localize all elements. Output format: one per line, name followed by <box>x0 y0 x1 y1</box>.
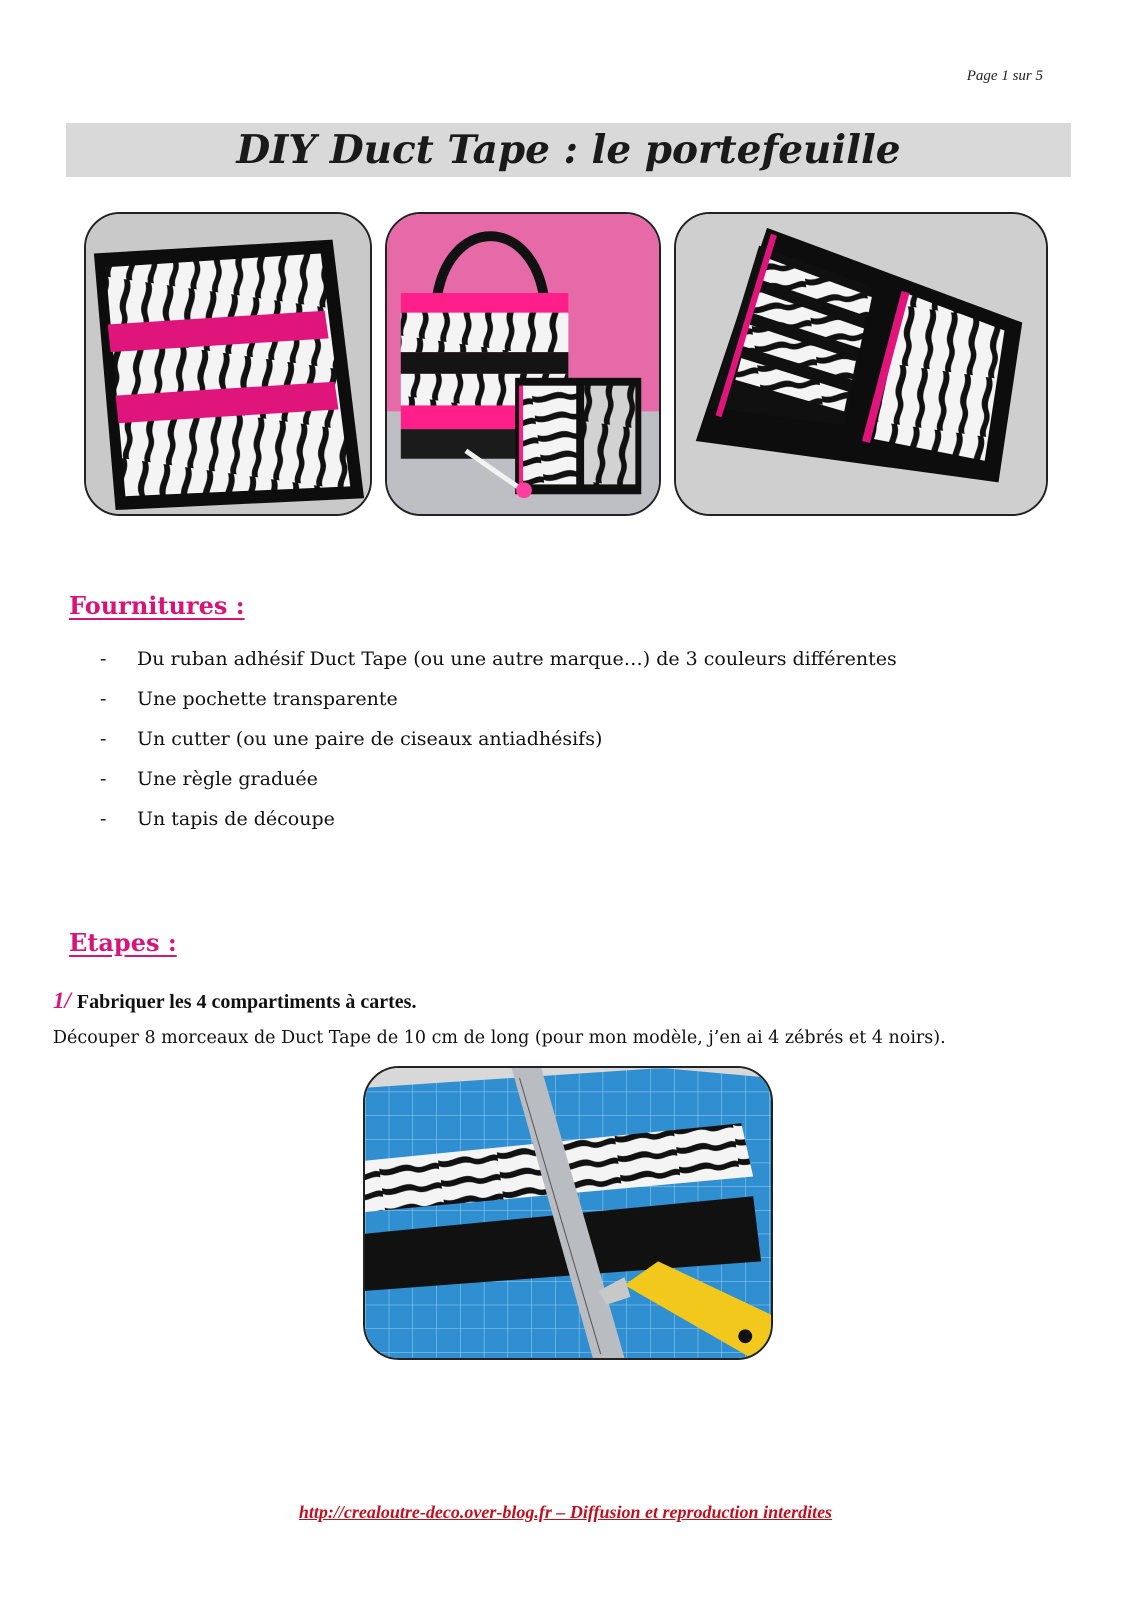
list-item: - Du ruban adhésif Duct Tape (ou une autre marque…) de 3 couleurs différentes <box>100 648 897 670</box>
photo-cutting-tape <box>363 1066 773 1360</box>
supplies-heading: Fournitures : <box>69 591 245 620</box>
photo-bag-and-wallet <box>385 212 661 516</box>
list-dash: - <box>100 688 107 710</box>
list-item: - Un cutter (ou une paire de ciseaux antiadhésifs) <box>100 728 603 750</box>
list-item: - Un tapis de découpe <box>100 808 335 830</box>
photo-wallet-closed <box>84 212 372 516</box>
page-number: Page 1 sur 5 <box>966 68 1043 84</box>
list-dash: - <box>100 808 107 830</box>
page-title: DIY Duct Tape : le portefeuille <box>236 127 901 173</box>
footer-copyright[interactable]: http://crealoutre-deco.over-blog.fr – Diffusion et reproduction interdites <box>298 1502 833 1522</box>
photo-wallet-open <box>674 212 1048 516</box>
step-1-number: 1/ <box>53 988 71 1013</box>
step-1-title <box>53 988 416 1014</box>
title-bar <box>66 123 1071 177</box>
steps-heading: Etapes : <box>69 928 177 957</box>
step-1-description: Découper 8 morceaux de Duct Tape de 10 cm de long (pour mon modèle, j’en ai 4 zébrés et 4 noirs). <box>53 1028 946 1048</box>
list-item: - Une règle graduée <box>100 768 318 790</box>
step-1-title-text: Fabriquer les 4 compartiments à cartes. <box>76 991 417 1013</box>
list-item: - Une pochette transparente <box>100 688 398 710</box>
list-dash: - <box>100 728 107 750</box>
list-dash: - <box>100 768 107 790</box>
supply-list <box>100 648 897 848</box>
list-dash: - <box>100 648 107 670</box>
